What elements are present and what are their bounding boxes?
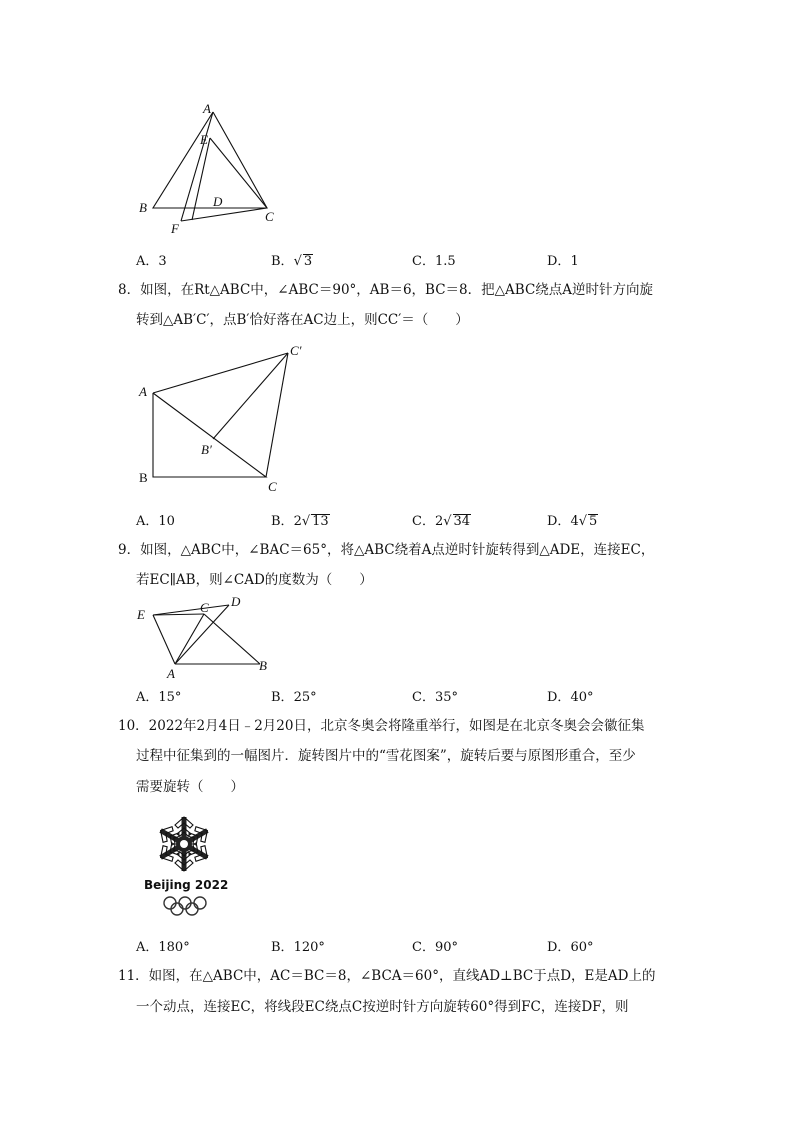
beijing-2022-snowflake-logo	[140, 810, 230, 922]
q10-stem-line1: 10．2022年2月4日﹣2月20日，北京冬奥会将隆重举行，如图是在北京冬奥会会徽征集	[118, 718, 645, 734]
q8-label-b: B	[139, 470, 148, 485]
q7-label-e: E	[200, 132, 208, 147]
q7-option-d: D．1	[547, 254, 579, 269]
q10-option-b: B．120°	[271, 940, 325, 955]
q8-stem-line1: 8．如图，在Rt△ABC中，∠ABC＝90°，AB＝6，BC＝8．把△ABC绕点A逆时针方向旋	[118, 282, 654, 298]
q10-option-d: D．60°	[547, 940, 594, 955]
q7-label-a: A	[203, 101, 211, 116]
q8-label-c: C	[268, 479, 277, 494]
q10-stem-line2: 过程中征集到的一幅图片．旋转图片中的“雪花图案”，旋转后要与原图形重合，至少	[136, 748, 636, 764]
q7-option-c: C．1.5	[412, 254, 456, 269]
q7-label-c: C	[265, 209, 274, 224]
q7-option-b: B．√ 3	[271, 254, 313, 269]
q9-option-b: B．25°	[271, 690, 317, 705]
q8-label-a: A	[139, 384, 147, 399]
q11-stem-line2: 一个动点，连接EC，将线段EC绕点C按逆时针方向旋转60°得到FC，连接DF，则	[136, 999, 629, 1015]
q9-label-c: C	[200, 600, 209, 615]
q8-option-d: D．4√ 5	[547, 514, 598, 529]
q7-option-a: A．3	[136, 254, 167, 269]
q9-option-c: C．35°	[412, 690, 458, 705]
q8-option-b: B．2√ 13	[271, 514, 329, 529]
logo-text: Beijing 2022	[144, 878, 229, 892]
q7-label-f: F	[171, 221, 179, 236]
q8-option-c: C．2√ 34	[412, 514, 471, 529]
q9-label-d: D	[231, 594, 241, 609]
q9-option-a: A．15°	[136, 690, 182, 705]
snowflake-icon	[156, 817, 212, 871]
q8-stem-line2: 转到△AB′C′，点B′恰好落在AC边上，则CC′＝（ ）	[136, 312, 469, 328]
q9-stem-line2: 若EC∥AB，则∠CAD的度数为（ ）	[136, 572, 373, 588]
q8-label-cprime: C′	[290, 343, 302, 358]
q10-option-c: C．90°	[412, 940, 458, 955]
q9-stem-line1: 9．如图，△ABC中，∠BAC＝65°，将△ABC绕着A点逆时针旋转得到△ADE，连接EC，	[118, 542, 655, 558]
q7-figure	[130, 98, 290, 240]
q8-option-a: A．10	[136, 514, 175, 529]
q9-label-a: A	[167, 666, 175, 681]
q9-label-b: B	[259, 658, 267, 673]
q7-label-b: B	[139, 200, 147, 215]
q11-stem-line1: 11．如图，在△ABC中，AC＝BC＝8，∠BCA＝60°，直线AD⊥BC于点D，E是AD上的	[118, 968, 656, 984]
olympic-rings-icon	[164, 897, 206, 915]
q7-label-d: D	[213, 194, 223, 209]
q10-option-a: A．180°	[136, 940, 190, 955]
q9-label-e: E	[137, 607, 145, 622]
q8-label-bprime: B′	[201, 442, 212, 457]
q9-figure	[130, 592, 280, 684]
q10-stem-line3: 需要旋转（ ）	[136, 779, 244, 795]
q9-option-d: D．40°	[547, 690, 594, 705]
q8-figure	[132, 338, 312, 498]
